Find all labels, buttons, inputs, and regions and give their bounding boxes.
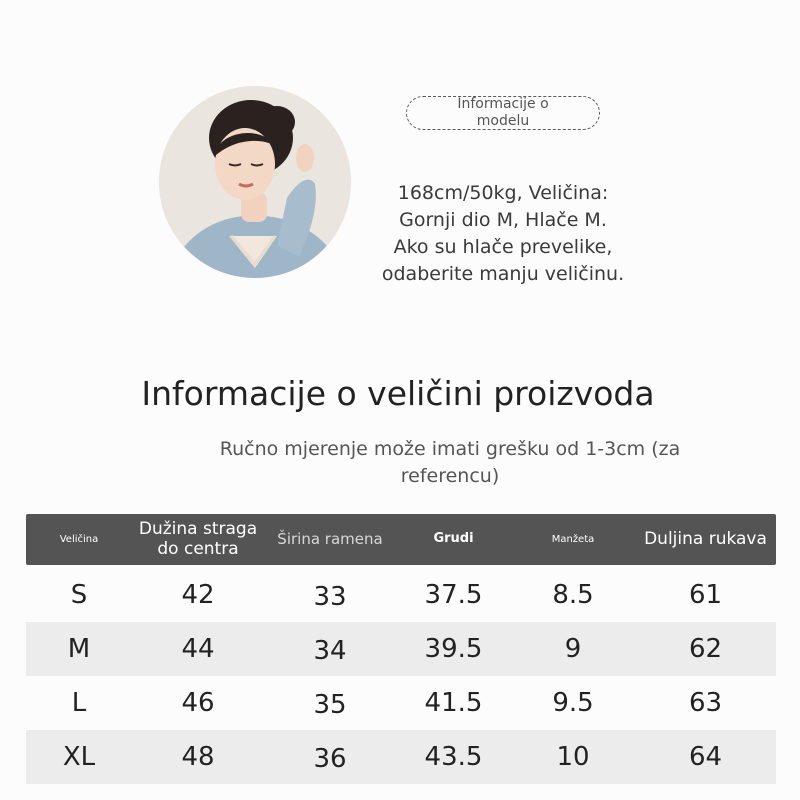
- cell-back-length: 48: [181, 742, 215, 772]
- size-table: [26, 514, 776, 784]
- model-photo: [159, 86, 351, 278]
- header-sleeve-length: Duljina rukava: [644, 528, 767, 549]
- cell-chest: 41.5: [424, 688, 483, 718]
- cell-back-length: 42: [181, 580, 215, 610]
- header-shoulder-width: Širina ramena: [277, 529, 383, 548]
- cell-chest: 39.5: [424, 634, 483, 664]
- cell-shoulder-width: 36: [313, 744, 347, 774]
- table-row: [26, 676, 776, 730]
- header-back-length: Dužina straga do centra: [138, 518, 258, 559]
- cell-size: L: [71, 688, 87, 718]
- size-section-title-text: Informacije o veličini proizvoda: [141, 374, 655, 413]
- cell-size: S: [70, 580, 88, 610]
- cell-sleeve-length: 61: [688, 580, 723, 610]
- cell-shoulder-width: 33: [313, 582, 347, 612]
- model-info-line: odaberite manju veličinu.: [381, 263, 625, 285]
- model-info-line: Gornji dio M, Hlače M.: [399, 209, 607, 231]
- cell-shoulder-width: 34: [313, 636, 347, 666]
- cell-shoulder-width: 35: [313, 690, 347, 720]
- table-row: [26, 622, 776, 676]
- cell-cuff: 10: [556, 742, 590, 772]
- table-header-row: [26, 514, 776, 565]
- model-info-badge: [406, 96, 600, 130]
- cell-chest: 43.5: [424, 742, 483, 772]
- size-section-title: [0, 374, 800, 413]
- cell-size: XL: [62, 742, 96, 772]
- size-section-subtitle: Ručno mjerenje može imati grešku od 1-3cm (za referencu): [219, 438, 681, 487]
- cell-sleeve-length: 64: [688, 742, 723, 772]
- model-info-line: 168cm/50kg, Veličina:: [397, 182, 609, 204]
- cell-sleeve-length: 63: [688, 688, 723, 718]
- header-chest: Grudi: [433, 531, 474, 547]
- cell-size: M: [67, 634, 91, 664]
- cell-cuff: 9: [564, 634, 582, 664]
- model-info-line: Ako su hlače prevelike,: [393, 236, 613, 258]
- model-info-text: [352, 180, 654, 288]
- cell-cuff: 9.5: [552, 688, 594, 718]
- cell-back-length: 46: [181, 688, 215, 718]
- table-row: [26, 568, 776, 622]
- model-info-badge-label: Informacije o modelu: [457, 96, 549, 129]
- table-body: [26, 568, 776, 784]
- table-row: [26, 730, 776, 784]
- header-cuff: Manžeta: [551, 533, 595, 545]
- cell-sleeve-length: 62: [688, 634, 723, 664]
- cell-chest: 37.5: [424, 580, 483, 610]
- header-size: Veličina: [59, 533, 99, 545]
- cell-cuff: 8.5: [552, 580, 594, 610]
- cell-back-length: 44: [181, 634, 215, 664]
